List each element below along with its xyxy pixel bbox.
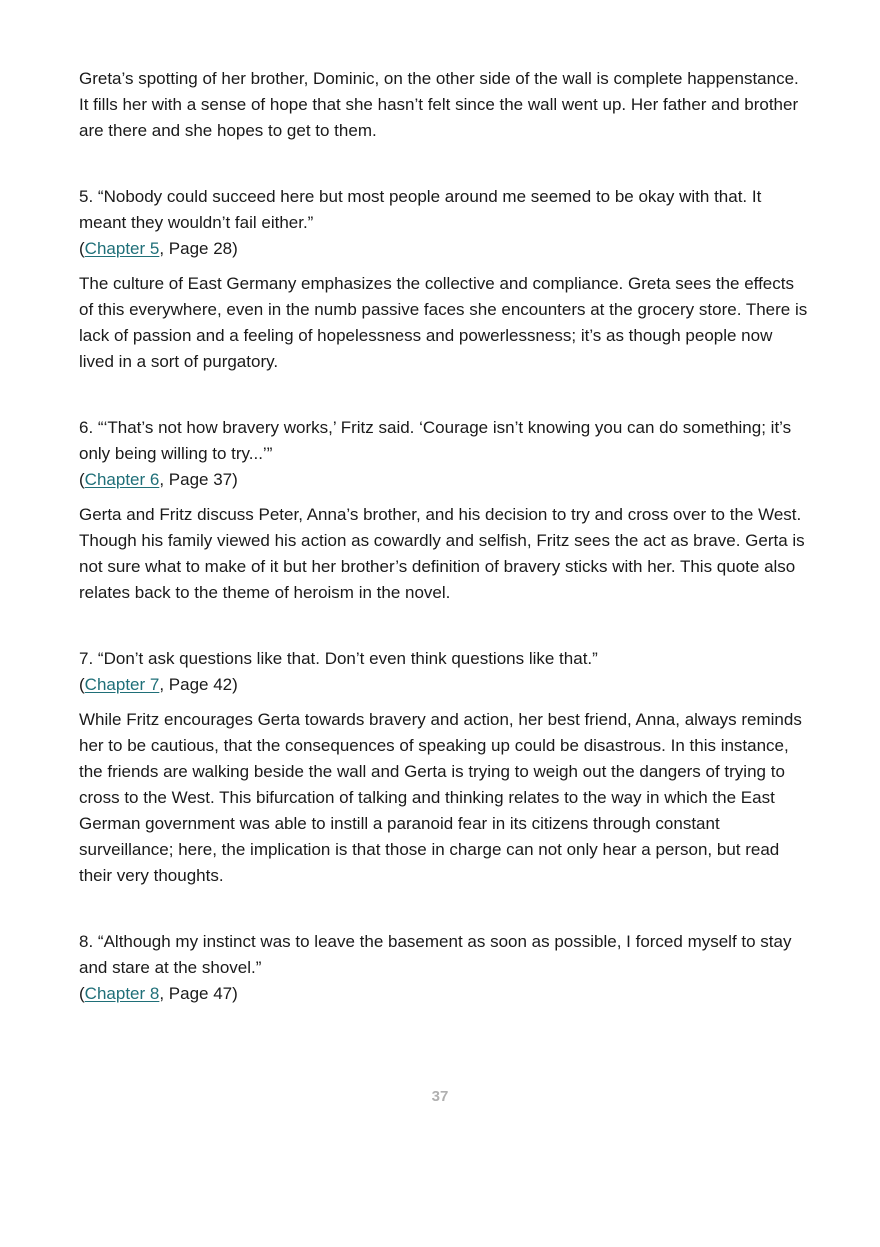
quote-number: 8.: [79, 932, 94, 951]
quote-7: [79, 646, 809, 889]
chapter-5-link[interactable]: Chapter 5: [84, 239, 160, 258]
citation-open-paren: (: [79, 470, 85, 489]
chapter-6-link[interactable]: Chapter 6: [84, 470, 160, 489]
document-page: [79, 66, 809, 1047]
quote-number: 5.: [79, 187, 94, 206]
chapter-8-link[interactable]: Chapter 8: [84, 984, 160, 1003]
quote-body: “‘That’s not how bravery works,’ Fritz said. ‘Courage isn’t knowing you can do something; it’s only being willing to try...’”: [79, 418, 792, 463]
citation-page: , Page 42): [159, 675, 238, 694]
citation-open-paren: (: [79, 239, 85, 258]
quote-6: [79, 415, 809, 606]
citation: [79, 981, 809, 1007]
quote-analysis: While Fritz encourages Gerta towards bravery and action, her best friend, Anna, always reminds her to be cautious, that the consequences of speaking up could be disastrous. In this instance, the friends are walking beside the wall and Gerta is trying to weigh out the dangers of trying to cross to the West. This bifurcation of talking and thinking relates to the way in which the East German government was able to instill a paranoid fear in its citizens through constant surveillance; here, the implication is that those in charge can not only hear a person, but read their very thoughts.: [79, 710, 802, 885]
quote-number: 7.: [79, 649, 94, 668]
quote-text: [79, 929, 809, 981]
quote-body: “Nobody could succeed here but most people around me seemed to be okay with that. It meant they wouldn’t fail either.”: [79, 187, 762, 232]
quote-analysis: The culture of East Germany emphasizes the collective and compliance. Greta sees the effects of this everywhere, even in the numb passive faces she encounters at the grocery store. There is lack of passion and a feeling of hopelessness and powerlessness; it’s as though people now lived in a sort of purgatory.: [79, 274, 808, 371]
quote-text: [79, 184, 809, 236]
citation: [79, 236, 809, 262]
quote-text: [79, 415, 809, 467]
quote-analysis: Gerta and Fritz discuss Peter, Anna’s brother, and his decision to try and cross over to the West. Though his family viewed his action as cowardly and selfish, Fritz sees the act as brave. Gerta is not sure what to make of it but her brother’s definition of bravery sticks with her. This quote also relates back to the theme of heroism in the novel.: [79, 505, 805, 602]
quote-8: [79, 929, 809, 1007]
citation: [79, 467, 809, 493]
quote-number: 6.: [79, 418, 94, 437]
quote-body: “Don’t ask questions like that. Don’t even think questions like that.”: [97, 649, 598, 668]
intro-paragraph: Greta’s spotting of her brother, Dominic, on the other side of the wall is complete happenstance. It fills her with a sense of hope that she hasn’t felt since the wall went up. Her father and brother are there and she hopes to get to them.: [79, 69, 799, 140]
quote-text: [79, 646, 809, 672]
citation-page: , Page 28): [159, 239, 238, 258]
quote-body: “Although my instinct was to leave the basement as soon as possible, I forced myself to stay and stare at the shovel.”: [79, 932, 792, 977]
citation-page: , Page 37): [159, 470, 238, 489]
citation-open-paren: (: [79, 675, 85, 694]
chapter-7-link[interactable]: Chapter 7: [84, 675, 160, 694]
citation: [79, 672, 809, 698]
citation-page: , Page 47): [159, 984, 238, 1003]
quote-5: [79, 184, 809, 375]
citation-open-paren: (: [79, 984, 85, 1003]
page-number: 37: [431, 1088, 449, 1105]
